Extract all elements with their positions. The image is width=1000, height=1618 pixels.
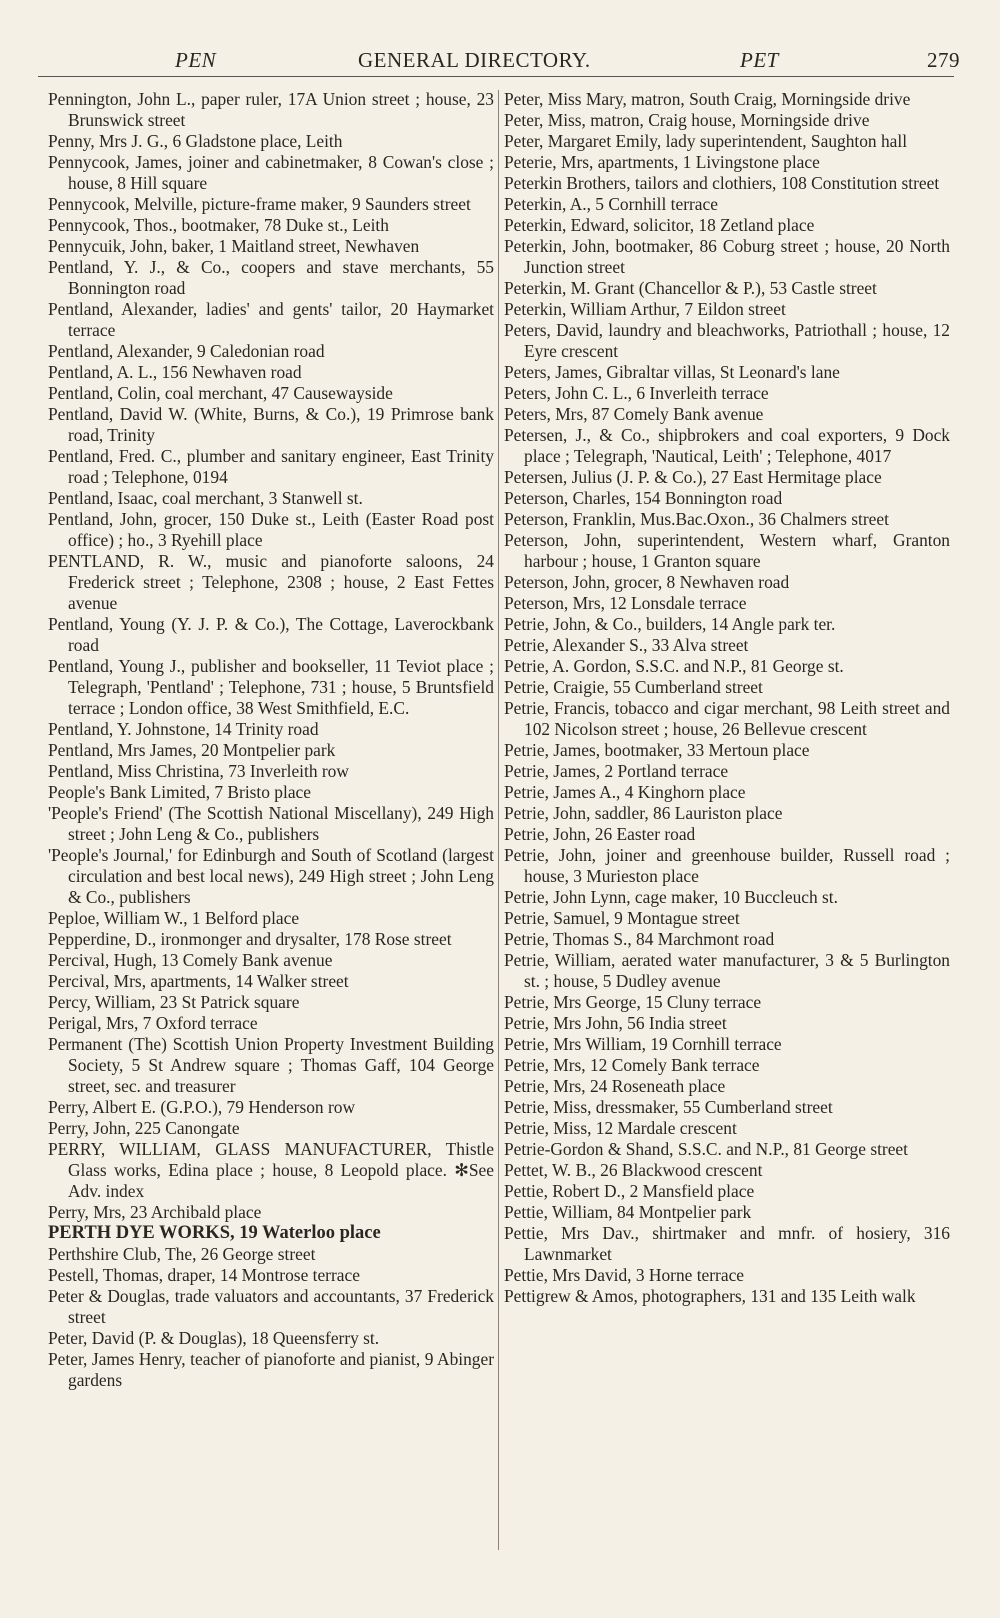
directory-entry: Peterkin, M. Grant (Chancellor & P.), 53 Castle street xyxy=(504,278,877,298)
directory-entry: Pentland, Fred. C., plumber and sanitary engineer, East Trinity road ; Telephone, 0194 xyxy=(48,446,494,487)
directory-entry: Pestell, Thomas, draper, 14 Montrose terrace xyxy=(48,1265,360,1285)
directory-entry: Petrie, Thomas S., 84 Marchmont road xyxy=(504,929,775,949)
directory-entry: PERTH DYE WORKS, 19 Waterloo place xyxy=(48,1223,381,1243)
directory-entry: PERRY, WILLIAM, GLASS MANUFACTURER, Thistle Glass works, Edina place ; house, 8 Leopold place. ✻See Adv. index xyxy=(48,1139,494,1201)
directory-entry: Petrie, James, bootmaker, 33 Mertoun place xyxy=(504,740,810,760)
directory-entry: Peter, James Henry, teacher of pianoforte and pianist, 9 Abinger gardens xyxy=(48,1349,494,1390)
directory-entry: Pettet, W. B., 26 Blackwood crescent xyxy=(504,1160,763,1180)
directory-entry: Peter, David (P. & Douglas), 18 Queensferry st. xyxy=(48,1328,380,1348)
directory-entry: Petersen, Julius (J. P. & Co.), 27 East Hermitage place xyxy=(504,467,882,487)
directory-entry: Peter, Miss, matron, Craig house, Morningside drive xyxy=(504,110,870,130)
directory-entry: Pentland, Colin, coal merchant, 47 Causewayside xyxy=(48,383,393,403)
directory-entry: Pettie, William, 84 Montpelier park xyxy=(504,1202,752,1222)
directory-entry: Pentland, John, grocer, 150 Duke st., Leith (Easter Road post office) ; ho., 3 Ryehill place xyxy=(48,509,494,550)
left-column xyxy=(48,89,494,1391)
directory-entry: Petrie, James, 2 Portland terrace xyxy=(504,761,729,781)
directory-entry: Petrie, Mrs, 12 Comely Bank terrace xyxy=(504,1055,760,1075)
directory-entry: Petrie, A. Gordon, S.S.C. and N.P., 81 George st. xyxy=(504,656,844,676)
directory-entry: Pennycook, James, joiner and cabinetmaker, 8 Cowan's close ; house, 8 Hill square xyxy=(48,152,494,193)
page-number: 279 xyxy=(927,48,960,72)
directory-entry: Peterson, John, grocer, 8 Newhaven road xyxy=(504,572,790,592)
directory-entry: PENTLAND, R. W., music and pianoforte saloons, 24 Frederick street ; Telephone, 2308 ; house, 2 East Fettes avenue xyxy=(48,551,494,613)
directory-entry: Petrie, John, & Co., builders, 14 Angle park ter. xyxy=(504,614,836,634)
directory-entry: Pentland, Isaac, coal merchant, 3 Stanwell st. xyxy=(48,488,363,508)
directory-entry: Peterie, Mrs, apartments, 1 Livingstone place xyxy=(504,152,820,172)
directory-entry: Peter, Miss Mary, matron, South Craig, Morningside drive xyxy=(504,89,911,109)
directory-entry: Petrie, Francis, tobacco and cigar merchant, 98 Leith street and 102 Nicolson street ; house, 26 Bellevue crescent xyxy=(504,698,950,739)
directory-entry: Peterkin, John, bootmaker, 86 Coburg street ; house, 20 North Junction street xyxy=(504,236,950,277)
directory-entry: Pentland, Young (Y. J. P. & Co.), The Cottage, Laverockbank road xyxy=(48,614,494,655)
directory-entry: Peters, John C. L., 6 Inverleith terrace xyxy=(504,383,769,403)
directory-entry: Petrie, Alexander S., 33 Alva street xyxy=(504,635,749,655)
directory-entry: Pentland, Alexander, 9 Caledonian road xyxy=(48,341,325,361)
column-divider xyxy=(498,90,499,1550)
directory-entry: Petrie-Gordon & Shand, S.S.C. and N.P., 81 George street xyxy=(504,1139,908,1159)
directory-entry: Petrie, William, aerated water manufacturer, 3 & 5 Burlington st. ; house, 5 Dudley avenue xyxy=(504,950,950,991)
directory-entry: Peters, David, laundry and bleachworks, Patriothall ; house, 12 Eyre crescent xyxy=(504,320,950,361)
directory-entry: Petrie, James A., 4 Kinghorn place xyxy=(504,782,746,802)
directory-entry: Perigal, Mrs, 7 Oxford terrace xyxy=(48,1013,258,1033)
header-left-guide-word: PEN xyxy=(175,48,217,72)
directory-entry: 'People's Friend' (The Scottish National Miscellany), 249 High street ; John Leng & Co., publishers xyxy=(48,803,494,844)
directory-entry: Perry, Albert E. (G.P.O.), 79 Henderson row xyxy=(48,1097,356,1117)
right-column xyxy=(504,89,950,1307)
directory-entry: Peter & Douglas, trade valuators and accountants, 37 Frederick street xyxy=(48,1286,494,1327)
directory-entry: Peterson, John, superintendent, Western wharf, Granton harbour ; house, 1 Granton square xyxy=(504,530,950,571)
directory-entry: Pettie, Mrs David, 3 Horne terrace xyxy=(504,1265,745,1285)
directory-entry: Pepperdine, D., ironmonger and drysalter, 178 Rose street xyxy=(48,929,452,949)
directory-entry: Petrie, Miss, dressmaker, 55 Cumberland street xyxy=(504,1097,833,1117)
directory-entry: Perry, Mrs, 23 Archibald place xyxy=(48,1202,262,1222)
directory-entry: Pentland, David W. (White, Burns, & Co.), 19 Primrose bank road, Trinity xyxy=(48,404,494,445)
directory-entry: Peterson, Franklin, Mus.Bac.Oxon., 36 Chalmers street xyxy=(504,509,889,529)
directory-entry: Pentland, Miss Christina, 73 Inverleith row xyxy=(48,761,349,781)
directory-entry: Petrie, Miss, 12 Mardale crescent xyxy=(504,1118,737,1138)
directory-entry: Petersen, J., & Co., shipbrokers and coal exporters, 9 Dock place ; Telegraph, 'Nautical, Leith' ; Telephone, 4017 xyxy=(504,425,950,466)
directory-entry: Pentland, A. L., 156 Newhaven road xyxy=(48,362,302,382)
directory-entry: 'People's Journal,' for Edinburgh and South of Scotland (largest circulation and best local news), 249 High street ; John Leng & Co., publishers xyxy=(48,845,494,907)
directory-entry: Petrie, Mrs John, 56 India street xyxy=(504,1013,727,1033)
directory-entry: Peter, Margaret Emily, lady superintendent, Saughton hall xyxy=(504,131,908,151)
directory-entry: Petrie, Mrs, 24 Roseneath place xyxy=(504,1076,726,1096)
directory-entry: Petrie, Samuel, 9 Montague street xyxy=(504,908,740,928)
header-rule xyxy=(38,76,954,77)
directory-entry: Petrie, Mrs George, 15 Cluny terrace xyxy=(504,992,762,1012)
directory-entry: Petrie, John Lynn, cage maker, 10 Buccleuch st. xyxy=(504,887,838,907)
directory-entry: Petrie, John, saddler, 86 Lauriston place xyxy=(504,803,783,823)
directory-entry: Pentland, Mrs James, 20 Montpelier park xyxy=(48,740,336,760)
directory-entry: Petrie, John, 26 Easter road xyxy=(504,824,696,844)
directory-entry: Percival, Hugh, 13 Comely Bank avenue xyxy=(48,950,333,970)
directory-entry: Pentland, Y. Johnstone, 14 Trinity road xyxy=(48,719,319,739)
directory-entry: Pennycuik, John, baker, 1 Maitland street, Newhaven xyxy=(48,236,420,256)
directory-entry: Percival, Mrs, apartments, 14 Walker street xyxy=(48,971,349,991)
directory-entry: Peters, Mrs, 87 Comely Bank avenue xyxy=(504,404,764,424)
header-right-guide-word: PET xyxy=(740,48,779,72)
directory-entry: People's Bank Limited, 7 Bristo place xyxy=(48,782,311,802)
directory-entry: Peterkin, Edward, solicitor, 18 Zetland place xyxy=(504,215,815,235)
directory-entry: Peterson, Mrs, 12 Lonsdale terrace xyxy=(504,593,747,613)
directory-entry: Pentland, Young J., publisher and bookseller, 11 Teviot place ; Telegraph, 'Pentland' ; Telephone, 731 ; house, 5 Bruntsfield terrace ; London office, 38 West Smithfield, E.C. xyxy=(48,656,494,718)
directory-entry: Pentland, Alexander, ladies' and gents' tailor, 20 Haymarket terrace xyxy=(48,299,494,340)
header-title: GENERAL DIRECTORY. xyxy=(358,48,591,72)
directory-entry: Peterkin Brothers, tailors and clothiers, 108 Constitution street xyxy=(504,173,940,193)
running-header xyxy=(40,48,960,78)
directory-entry: Pennington, John L., paper ruler, 17A Union street ; house, 23 Brunswick street xyxy=(48,89,494,130)
directory-entry: Petrie, John, joiner and greenhouse builder, Russell road ; house, 3 Murieston place xyxy=(504,845,950,886)
directory-entry: Pettigrew & Amos, photographers, 131 and 135 Leith walk xyxy=(504,1286,916,1306)
directory-entry: Pennycook, Melville, picture-frame maker, 9 Saunders street xyxy=(48,194,471,214)
directory-entry: Penny, Mrs J. G., 6 Gladstone place, Leith xyxy=(48,131,343,151)
directory-entry: Perry, John, 225 Canongate xyxy=(48,1118,240,1138)
directory-entry: Percy, William, 23 St Patrick square xyxy=(48,992,300,1012)
directory-entry: Permanent (The) Scottish Union Property Investment Building Society, 5 St Andrew square ; Thomas Gaff, 104 George street, sec. and treasurer xyxy=(48,1034,494,1096)
directory-entry: Peters, James, Gibraltar villas, St Leonard's lane xyxy=(504,362,840,382)
directory-entry: Pettie, Robert D., 2 Mansfield place xyxy=(504,1181,755,1201)
directory-entry: Petrie, Mrs William, 19 Cornhill terrace xyxy=(504,1034,782,1054)
directory-entry: Pennycook, Thos., bootmaker, 78 Duke st., Leith xyxy=(48,215,389,235)
directory-entry: Peterson, Charles, 154 Bonnington road xyxy=(504,488,783,508)
directory-entry: Peterkin, A., 5 Cornhill terrace xyxy=(504,194,718,214)
directory-entry: Pentland, Y. J., & Co., coopers and stave merchants, 55 Bonnington road xyxy=(48,257,494,298)
directory-entry: Peterkin, William Arthur, 7 Eildon street xyxy=(504,299,786,319)
directory-entry: Pettie, Mrs Dav., shirtmaker and mnfr. of hosiery, 316 Lawnmarket xyxy=(504,1223,950,1264)
directory-entry: Peploe, William W., 1 Belford place xyxy=(48,908,300,928)
directory-entry: Petrie, Craigie, 55 Cumberland street xyxy=(504,677,763,697)
directory-entry: Perthshire Club, The, 26 George street xyxy=(48,1244,316,1264)
